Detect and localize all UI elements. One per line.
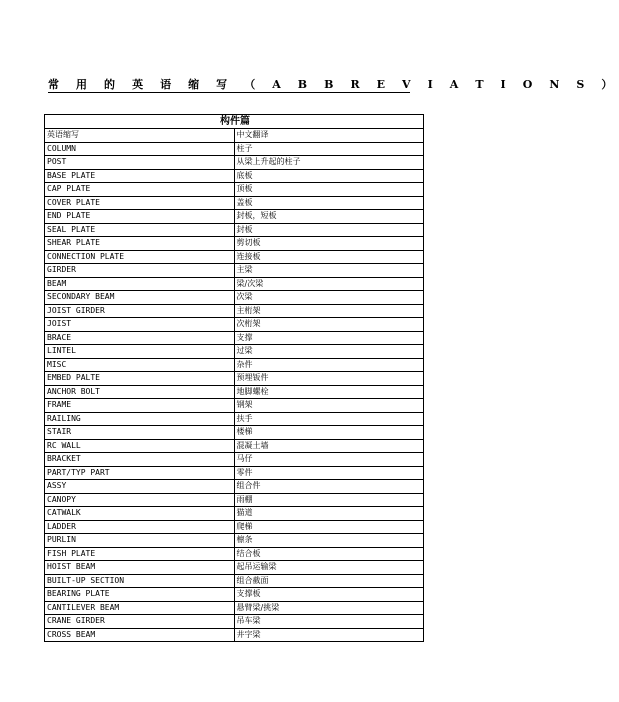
table-row [45, 345, 424, 359]
translation-cell: 预埋钣件 [234, 372, 424, 386]
column-header-chinese: 中文翻译 [234, 129, 424, 143]
abbreviation-cell: HOIST BEAM [45, 561, 235, 575]
table-row [45, 169, 424, 183]
table-row [45, 142, 424, 156]
translation-cell: 过梁 [234, 345, 424, 359]
table-row [45, 439, 424, 453]
table-row [45, 304, 424, 318]
translation-cell: 檩条 [234, 534, 424, 548]
translation-cell: 爬梯 [234, 520, 424, 534]
section-title: 构件篇 [45, 115, 424, 129]
abbreviation-cell: RAILING [45, 412, 235, 426]
abbreviation-cell: EMBED PALTE [45, 372, 235, 386]
translation-cell: 马仔 [234, 453, 424, 467]
table-row [45, 277, 424, 291]
translation-cell: 封板，短板 [234, 210, 424, 224]
abbreviation-cell: SEAL PLATE [45, 223, 235, 237]
translation-cell: 井字梁 [234, 628, 424, 642]
abbreviation-cell: BEAM [45, 277, 235, 291]
abbreviation-cell: CONNECTION PLATE [45, 250, 235, 264]
translation-cell: 组合件 [234, 480, 424, 494]
translation-cell: 梁/次梁 [234, 277, 424, 291]
abbreviation-cell: ASSY [45, 480, 235, 494]
table-row [45, 210, 424, 224]
table-row [45, 466, 424, 480]
translation-cell: 雨棚 [234, 493, 424, 507]
table-row [45, 507, 424, 521]
translation-cell: 主桁架 [234, 304, 424, 318]
abbreviation-cell: POST [45, 156, 235, 170]
translation-cell: 剪切板 [234, 237, 424, 251]
table-row [45, 156, 424, 170]
translation-cell: 楼梯 [234, 426, 424, 440]
abbreviation-cell: CRANE GIRDER [45, 615, 235, 629]
translation-cell: 顶板 [234, 183, 424, 197]
translation-cell: 支撑板 [234, 588, 424, 602]
table-row [45, 183, 424, 197]
table-row [45, 534, 424, 548]
table-row [45, 588, 424, 602]
abbreviation-cell: CROSS BEAM [45, 628, 235, 642]
table-row [45, 237, 424, 251]
table-row [45, 331, 424, 345]
translation-cell: 支撑 [234, 331, 424, 345]
abbreviation-cell: LINTEL [45, 345, 235, 359]
table-row [45, 412, 424, 426]
translation-cell: 扶手 [234, 412, 424, 426]
table-row [45, 561, 424, 575]
abbreviation-cell: JOIST [45, 318, 235, 332]
translation-cell: 从梁上升起的柱子 [234, 156, 424, 170]
table-row [45, 223, 424, 237]
translation-cell: 连接板 [234, 250, 424, 264]
translation-cell: 结合板 [234, 547, 424, 561]
abbreviation-cell: PURLIN [45, 534, 235, 548]
translation-cell: 混凝土墙 [234, 439, 424, 453]
abbreviation-cell: SHEAR PLATE [45, 237, 235, 251]
abbreviation-cell: CATWALK [45, 507, 235, 521]
table-row [45, 318, 424, 332]
table-row [45, 547, 424, 561]
abbreviation-cell: MISC [45, 358, 235, 372]
table-row [45, 615, 424, 629]
abbreviation-cell: COVER PLATE [45, 196, 235, 210]
translation-cell: 主梁 [234, 264, 424, 278]
abbreviation-cell: CANTILEVER BEAM [45, 601, 235, 615]
translation-cell: 次桁架 [234, 318, 424, 332]
abbreviation-cell: PART/TYP PART [45, 466, 235, 480]
table-row [45, 493, 424, 507]
translation-cell: 起吊运输梁 [234, 561, 424, 575]
section-header-row [45, 115, 424, 129]
abbreviation-cell: RC WALL [45, 439, 235, 453]
translation-cell: 零件 [234, 466, 424, 480]
abbreviation-cell: CANOPY [45, 493, 235, 507]
abbreviation-cell: BRACKET [45, 453, 235, 467]
translation-cell: 悬臂梁/挑梁 [234, 601, 424, 615]
table-row [45, 372, 424, 386]
abbreviation-cell: FRAME [45, 399, 235, 413]
abbreviation-cell: JOIST GIRDER [45, 304, 235, 318]
translation-cell: 地脚螺栓 [234, 385, 424, 399]
abbreviation-cell: LADDER [45, 520, 235, 534]
translation-cell: 底板 [234, 169, 424, 183]
translation-cell: 柱子 [234, 142, 424, 156]
translation-cell: 猫道 [234, 507, 424, 521]
abbreviation-cell: COLUMN [45, 142, 235, 156]
table-row [45, 520, 424, 534]
table-row [45, 628, 424, 642]
translation-cell: 次梁 [234, 291, 424, 305]
abbreviation-cell: SECONDARY BEAM [45, 291, 235, 305]
table-row [45, 196, 424, 210]
abbreviation-cell: ANCHOR BOLT [45, 385, 235, 399]
column-header-row [45, 129, 424, 143]
table-row [45, 358, 424, 372]
abbreviation-cell: GIRDER [45, 264, 235, 278]
document-title: 常 用 的 英 语 缩 写 （ A B B R E V I A T I O N S ） [48, 78, 619, 91]
table-row [45, 385, 424, 399]
translation-cell: 吊车梁 [234, 615, 424, 629]
column-header-english: 英语缩写 [45, 129, 235, 143]
translation-cell: 盖板 [234, 196, 424, 210]
abbreviation-cell: CAP PLATE [45, 183, 235, 197]
abbreviation-cell: FISH PLATE [45, 547, 235, 561]
table-row [45, 399, 424, 413]
translation-cell: 组合截面 [234, 574, 424, 588]
table-row [45, 601, 424, 615]
table-row [45, 264, 424, 278]
translation-cell: 封板 [234, 223, 424, 237]
table-row [45, 453, 424, 467]
title-underline [48, 92, 410, 93]
translation-cell: 杂件 [234, 358, 424, 372]
table-row [45, 250, 424, 264]
translation-cell: 钢架 [234, 399, 424, 413]
abbreviation-cell: STAIR [45, 426, 235, 440]
table-row [45, 291, 424, 305]
abbreviation-cell: BUILT-UP SECTION [45, 574, 235, 588]
abbreviation-cell: BASE PLATE [45, 169, 235, 183]
abbreviation-cell: BEARING PLATE [45, 588, 235, 602]
abbreviations-table [44, 114, 424, 642]
table-row [45, 480, 424, 494]
abbreviation-cell: BRACE [45, 331, 235, 345]
table-row [45, 574, 424, 588]
table-row [45, 426, 424, 440]
abbreviation-cell: END PLATE [45, 210, 235, 224]
